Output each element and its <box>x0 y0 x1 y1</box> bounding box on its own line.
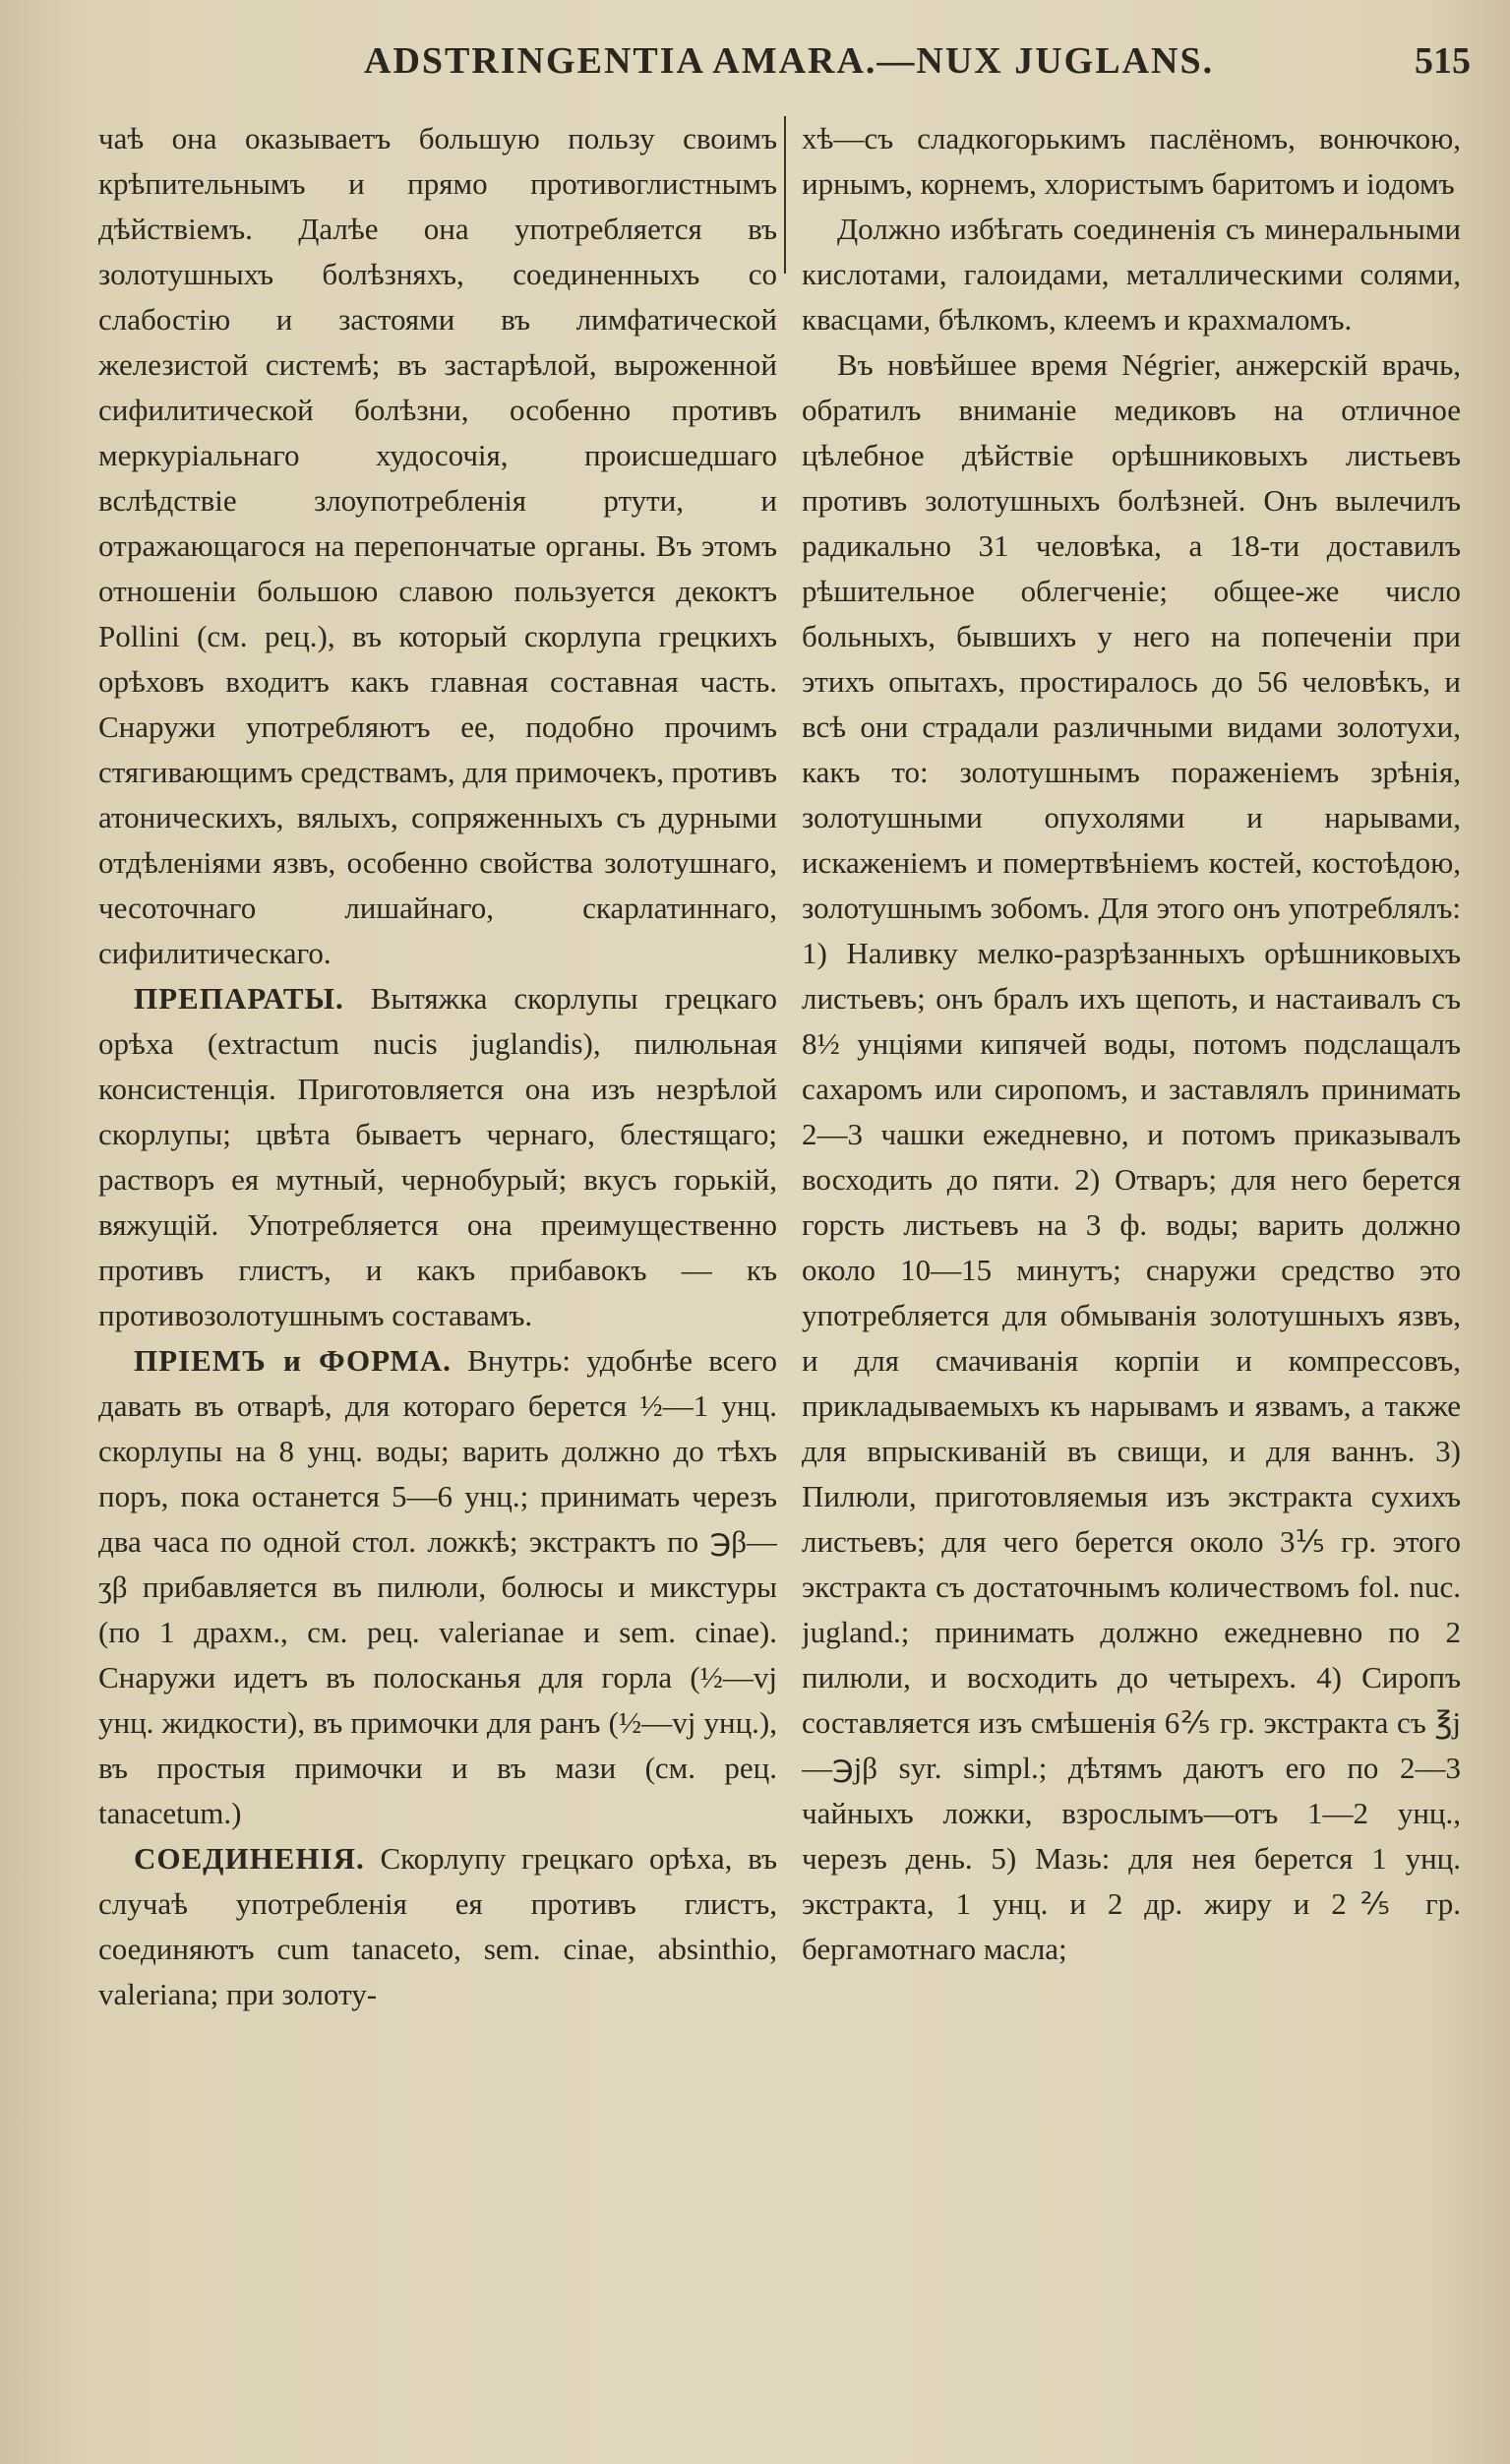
paragraph-text: чаѣ она оказываетъ большую пользу своимъ крѣпительнымъ и прямо противоглистнымъ дѣйствіемъ. Далѣе она употребляется въ золотушныхъ болѣзняхъ, соединенныхъ со слабостію и застоями въ лимфатической железистой системѣ; въ застарѣлой, выроженной сифилитической болѣзни, особенно противъ меркуріальнаго худосочія, происшедшаго вслѣдствіе злоупотребленія ртути, и отражающагося на перепончатые органы. Въ этомъ отношеніи большою славою пользуется декоктъ Pollini (см. рец.), въ который скорлупа грецкихъ орѣховъ входитъ какъ главная составная часть. Снаружи употребляютъ ее, подобно прочимъ стягивающимъ средствамъ, для примочекъ, противъ атоническихъ, вялыхъ, сопряженныхъ съ дурными отдѣленіями язвъ, особенно свойства золотушнаго, чесоточнаго лишайнаго, скарлатиннаго, сифилитическаго. <box>98 121 777 970</box>
paragraph-text: хѣ—съ сладкогорькимъ паслёномъ, вонючкою, ирнымъ, корнемъ, хлористымъ баритомъ и іодомъ <box>802 121 1461 201</box>
page-number: 515 <box>1415 40 1471 82</box>
paragraph-text: Должно избѣгать соединенія съ минеральными кислотами, галоидами, металлическими солями, квасцами, бѣлкомъ, клеемъ и крахмаломъ. <box>802 212 1461 337</box>
paragraph-preparations: ПРЕПАРАТЫ. Вытяжка скорлупы грецкаго орѣха (extractum nucis juglandis), пилюльная консистенція. Приготовляется она изъ незрѣлой скорлупы; цвѣта бываетъ чернаго, блестящаго; растворъ ея мутный, чернобурый; вкусъ горькій, вяжущій. Употребляется она преимущественно противъ глистъ, и какъ прибавокъ — къ противозолотушнымъ составамъ. <box>98 981 777 1332</box>
paragraph-text: Въ новѣйшее время Négrier, анжерскій врачь, обратилъ вниманіе медиковъ на отличное цѣлебное дѣйствіе орѣшниковыхъ листьевъ противъ золотушныхъ болѣзней. Онъ вылечилъ радикально 31 человѣка, а 18-ти доставилъ рѣшительное облегченіе; общее-же число больныхъ, бывшихъ у него на попеченіи при этихъ опытахъ, простиралось до 56 человѣкъ, и всѣ они страдали различными видами золотухи, какъ то: золотушнымъ пораженіемъ зрѣнія, золотушными опухолями и нарывами, искаженіемъ и помертвѣніемъ костей, костоѣдою, золотушнымъ зобомъ. Для этого онъ употреблялъ: 1) Наливку мелко-разрѣзанныхъ орѣшниковыхъ листьевъ; онъ бралъ ихъ щепоть, и настаивалъ съ 8½ унціями кипячей воды, потомъ подслащалъ сахаромъ или сиропомъ, и заставлялъ принимать 2—3 чашки ежедневно, и потомъ приказывалъ восходить до пяти. 2) Отваръ; для него берется горсть листьевъ на 3 ф. воды; варить должно около 10—15 минутъ; снаружи средство это употребляется для обмыванія золотушныхъ язвъ, и для смачиванія корпіи и компрессовъ, прикладываемыхъ къ нарывамъ и язвамъ, а также для впрыскиваній въ свищи, и для ваннъ. 3) Пилюли, приготовляемыя изъ экстракта сухихъ листьевъ; для чего берется около 3⅕ гр. этого экстракта съ достаточнымъ количествомъ fol. nuc. jugland.; принимать должно ежедневно по 2 пилюли, и восходить до четырехъ. 4) Сиропъ составляется изъ смѣшенія 6⅖ гр. экстракта съ ℥j—℈jβ syr. simpl.; дѣтямъ даютъ его по 2—3 чайныхъ ложки, взрослымъ—отъ 1—2 унц., черезъ день. 5) Мазь: для нея берется 1 унц. экстракта, 1 унц. и 2 др. жиру и 2⅖ гр. бергамотнаго масла; <box>802 347 1461 1966</box>
section-heading-combinations: СОЕДИНЕНІЯ. <box>134 1841 365 1876</box>
paragraph-dosage: ПРІЕМЪ и ФОРМА. Внутрь: удобнѣе всего давать въ отварѣ, для котораго берется ½—1 унц. скорлупы на 8 унц. воды; варить должно до тѣхъ поръ, пока останется 5—6 унц.; принимать черезъ два часа по одной стол. ложкѣ; экстрактъ по ℈β—ʒβ прибавляется въ пилюли, болюсы и микстуры (по 1 драхм., см. рец. valerianae и sem. cinae). Снаружи идетъ въ полосканья для горла (½—vj унц. жидкости), въ примочки для ранъ (½—vj унц.), въ простыя примочки и въ мази (см. рец. tanacetum.) <box>98 1343 777 1830</box>
running-head: ADSTRINGENTIA AMARA.—NUX JUGLANS. <box>364 40 1215 82</box>
section-heading-dosage: ПРІЕМЪ и ФОРМА. <box>134 1343 452 1378</box>
section-heading-preparations: ПРЕПАРАТЫ. <box>134 981 344 1016</box>
left-column <box>98 116 777 2438</box>
right-column <box>802 116 1461 2438</box>
paragraph-combinations: СОЕДИНЕНІЯ. Скорлупу грецкаго орѣха, въ случаѣ употребленія ея противъ глистъ, соединяютъ cum tanaceto, sem. cinae, absinthio, valeriana; при золоту- <box>98 1841 777 2011</box>
column-divider <box>784 116 786 274</box>
page-header <box>118 39 1471 89</box>
